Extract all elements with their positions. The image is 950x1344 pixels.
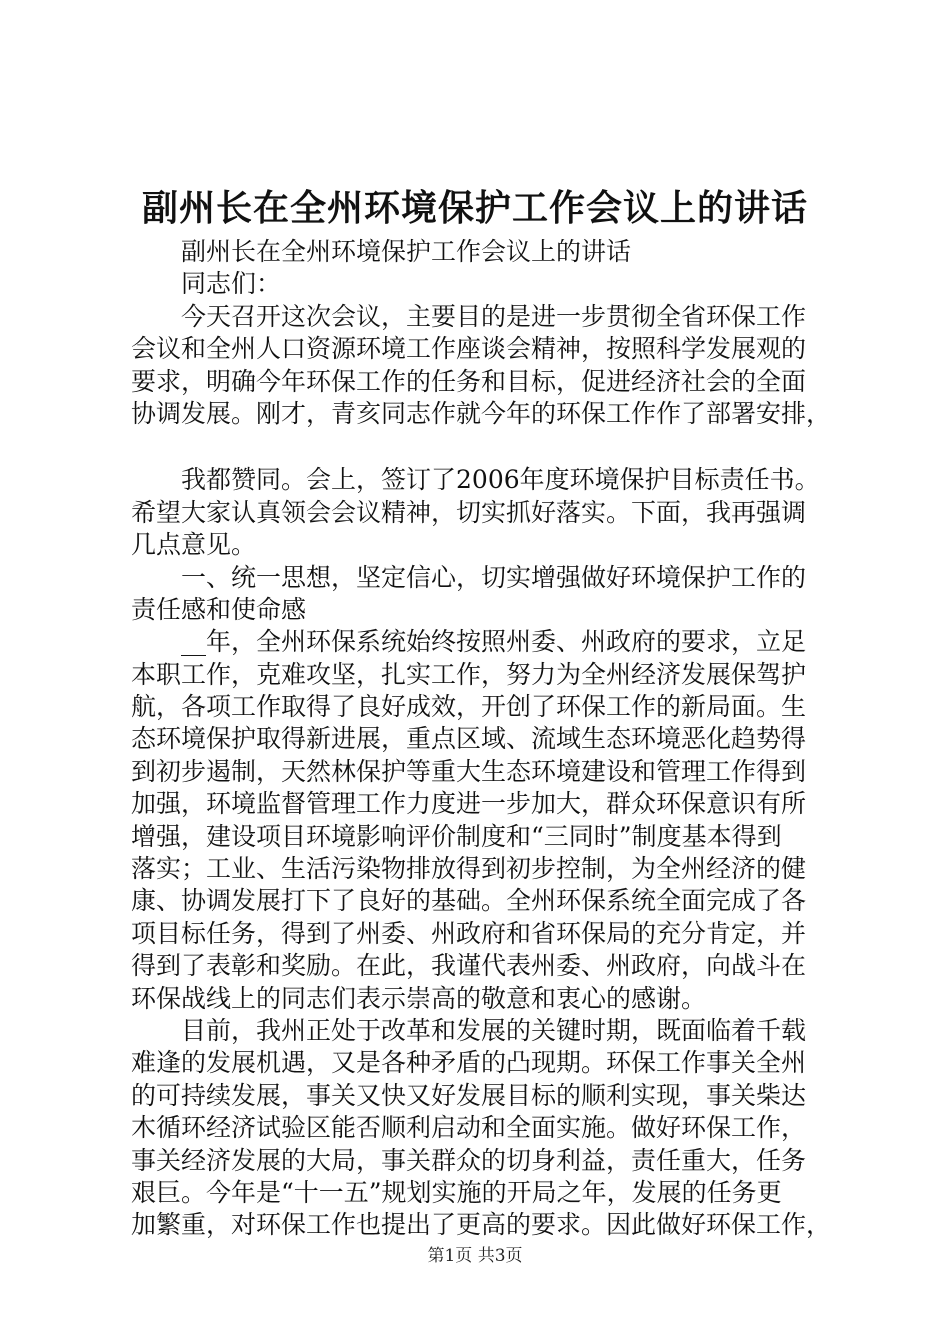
body-line: 希望大家认真领会会议精神，切实抓好落实。下面，我再强调: [131, 497, 807, 527]
body-line: 加强，环境监督管理工作力度进一步加大，群众环保意识有所: [131, 789, 807, 819]
page-footer: 第1页 共3页: [427, 1246, 523, 1266]
body-line: 得到了表彰和奖励。在此，我谨代表州委、州政府，向战斗在: [131, 951, 807, 981]
section-heading-line: 责任感和使命感: [131, 594, 307, 624]
body-line: 我都赞同。会上，签订了2006年度环境保护目标责任书。: [181, 465, 820, 495]
body-line: 项目标任务，得到了州委、州政府和省环保局的充分肯定，并: [131, 918, 807, 948]
body-line: 木循环经济试验区能否顺利启动和全面实施。做好环保工作，: [131, 1113, 807, 1143]
body-line: __年，全州环保系统始终按照州委、州政府的要求，立足: [181, 627, 807, 657]
body-line: 要求，明确今年环保工作的任务和目标，促进经济社会的全面: [131, 366, 807, 396]
blank-line: [131, 430, 833, 464]
body-line: 到初步遏制，天然林保护等重大生态环境建设和管理工作得到: [131, 756, 807, 786]
body-line: 的可持续发展，事关又快又好发展目标的顺利实现，事关柴达: [131, 1080, 807, 1110]
body-line: 今天召开这次会议，主要目的是进一步贯彻全省环保工作: [181, 301, 807, 331]
body-line: 环保战线上的同志们表示崇高的敬意和衷心的感谢。: [131, 983, 707, 1013]
document-title: 副州长在全州环境保护工作会议上的讲话: [141, 187, 808, 229]
body-line: 艰巨。今年是“十一五”规划实施的开局之年，发展的任务更: [131, 1177, 782, 1207]
body-line: 会议和全州人口资源环境工作座谈会精神，按照科学发展观的: [131, 334, 807, 364]
section-heading-line: 一、统一思想，坚定信心，切实增强做好环境保护工作的: [181, 562, 807, 592]
document-body: [131, 236, 833, 1242]
body-line: 态环境保护取得新进展，重点区域、流域生态环境恶化趋势得: [131, 724, 807, 754]
body-line: 难逢的发展机遇，又是各种矛盾的凸现期。环保工作事关全州: [131, 1048, 807, 1078]
body-line: 副州长在全州环境保护工作会议上的讲话: [181, 237, 632, 266]
body-line: 同志们：: [181, 269, 282, 299]
body-line: 增强，建设项目环境影响评价制度和“三同时”制度基本得到: [131, 821, 782, 851]
body-line: 加繁重，对环保工作也提出了更高的要求。因此做好环保工作，: [131, 1210, 832, 1240]
body-line: 本职工作，克难攻坚，扎实工作，努力为全州经济发展保驾护: [131, 659, 807, 689]
body-line: 事关经济发展的大局，事关群众的切身利益，责任重大，任务: [131, 1145, 807, 1175]
body-line: 协调发展。刚才，青亥同志作就今年的环保工作作了部署安排，: [131, 398, 832, 428]
body-line: 康、协调发展打下了良好的基础。全州环保系统全面完成了各: [131, 886, 807, 916]
body-line: 航，各项工作取得了良好成效，开创了环保工作的新局面。生: [131, 692, 807, 722]
body-line: 落实；工业、生活污染物排放得到初步控制，为全州经济的健: [131, 854, 807, 884]
body-line: 目前，我州正处于改革和发展的关键时期，既面临着千载: [181, 1015, 807, 1045]
body-line: 几点意见。: [131, 530, 257, 560]
